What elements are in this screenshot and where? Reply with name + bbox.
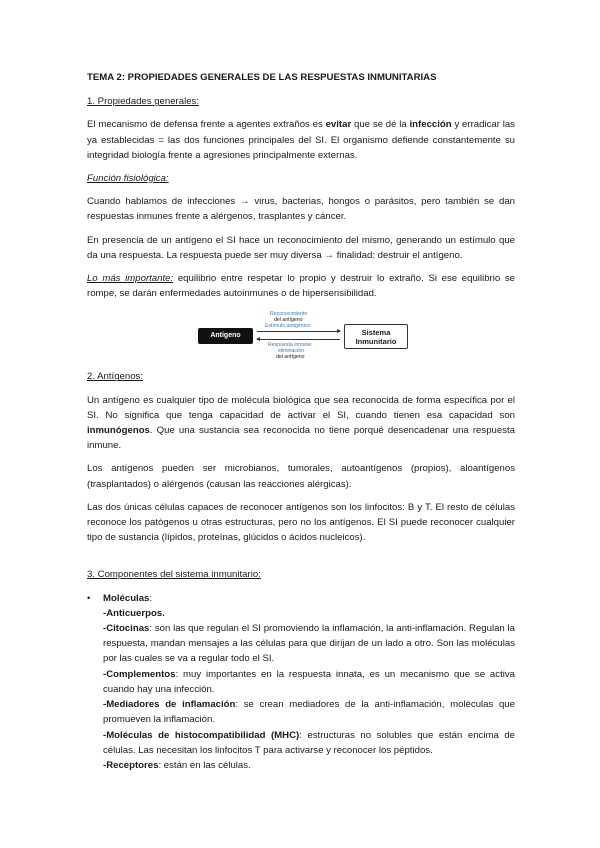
arrow-to-antigen [257,339,340,340]
diagram-label-of-antigen-2: del antígeno [276,354,305,361]
section-3-heading: 3. Componentes del sistema inmunitario: [87,569,261,581]
list-item-molecules: • Moléculas: -Anticuerpos. -Citocinas: son las que regulan el SI promoviendo la inflamación, la anti-inflamación. Regulan la respuesta, mandan mensajes a las células para que dirijan de un lado a otro. Son las moléculas por las cuales se va a regular todo el SI. -Complementos: muy importantes en la respuesta innata, es un mecanismo que se activa cuando hay una infección. -Mediadores de inflamación: se crean mediadores de la anti-inflamación, moléculas que promueven la inflamación. -Moléculas de histocompatibilidad (MHC): estructuras no solubles que están encima de células. Las necesitan los linfocitos T para activarse y reconocer los péptidos. -Receptores: están en las células. [87,591,515,773]
section-1-paragraph-2: Cuando hablamos de infecciones → virus, bacterias, hongos o parásitos, pero también se dan respuestas inmunes frente a alérgenos, trasplantes y cáncer. [87,196,515,223]
diagram-label-elimination: eliminación [278,348,304,355]
section-1-paragraph-1: El mecanismo de defensa frente a agentes extraños es evitar que se dé la infección y erradicar las ya establecidas = las dos funciones principales del SI. El organismo defiende constantemente su integridad biología frente a agresiones principalmente externas. [87,119,515,161]
section-1-paragraph-3: En presencia de un antígeno el SI hace un reconocimiento del mismo, generando un estímulo que da una respuesta. La respuesta puede ser muy diversa → finalidad: destruir el antígeno. [87,234,515,261]
diagram-label-response: Respuesta inmune [268,342,312,349]
section-2-paragraph-1: Un antígeno es cualquier tipo de molécula biológica que sea reconocida de forma específica por el SI. No significa que tenga capacidad de activar el SI, cuando tienen esa capacidad son inmunógenos. Que una sustancia sea reconocida no tiene porqué desencadenar una respuesta inmune. [87,394,515,452]
section-2-heading: 2. Antígenos: [87,371,144,383]
list-item: -Anticuerpos. [103,607,165,619]
diagram-label-stimulus: Estímulo antigénico [265,323,311,330]
section-2-paragraph-3: Las dos únicas células capaces de reconocer antígenos son los linfocitos: B y T. El resto de células reconoce los patógenos u otras estructuras, pero no los antígenos. El SI puede reconocer cualquier tipo de sustancia (lípidos, proteínas, glúcidos o ácidos nucleicos). [87,501,515,544]
list-item: -Moléculas de histocompatibilidad (MHC): estructuras no solubles que están encima de células. Las necesitan los linfocitos T para activarse y reconocer los péptidos. [103,729,515,756]
document-title: TEMA 2: PROPIEDADES GENERALES DE LAS RESPUESTAS INMUNITARIAS [87,72,437,83]
antigen-box: Antígeno [198,328,253,344]
list-item: -Mediadores de inflamación: se crean mediadores de la anti-inflamación, moléculas que promueven la inflamación. [103,699,515,726]
diagram-label-of-antigen: del antígeno [274,317,303,324]
immune-system-box: Sistema Inmunitario [344,324,408,349]
bullet-icon: • [87,592,91,604]
antigen-immune-diagram [87,311,515,363]
section-2-paragraph-2: Los antígenos pueden ser microbianos, tumorales, autoantígenos (propios), aloantígenos (trasplantados) o alérgenos (causan las reacciones alérgicas). [87,463,515,490]
section-1-paragraph-4: Lo más importante: equilibrio entre respetar lo propio y destruir lo extraño. Si ese equilibrio se rompe, se darán enfermedades autoinmunes o de hipersensibilidad. [87,273,515,300]
section-1-heading: 1. Propiedades generales: [87,96,200,108]
document-page [87,70,515,773]
funcion-fisiologica-heading: Función fisiológica: [87,173,169,185]
list-item: -Complementos: muy importantes en la respuesta innata, es un mecanismo que se activa cuando hay una infección. [103,668,515,695]
list-item: -Receptores: están en las células. [103,759,251,771]
diagram-label-recognition: Reconocimiento [270,311,308,318]
components-list [87,591,515,773]
list-item: -Citocinas: son las que regulan el SI promoviendo la inflamación, la anti-inflamación. Regulan la respuesta, mandan mensajes a las células para que dirijan de un lado a otro. Son las moléculas por las cuales se va a regular todo el SI. [103,623,515,665]
arrow-to-system [257,331,340,332]
